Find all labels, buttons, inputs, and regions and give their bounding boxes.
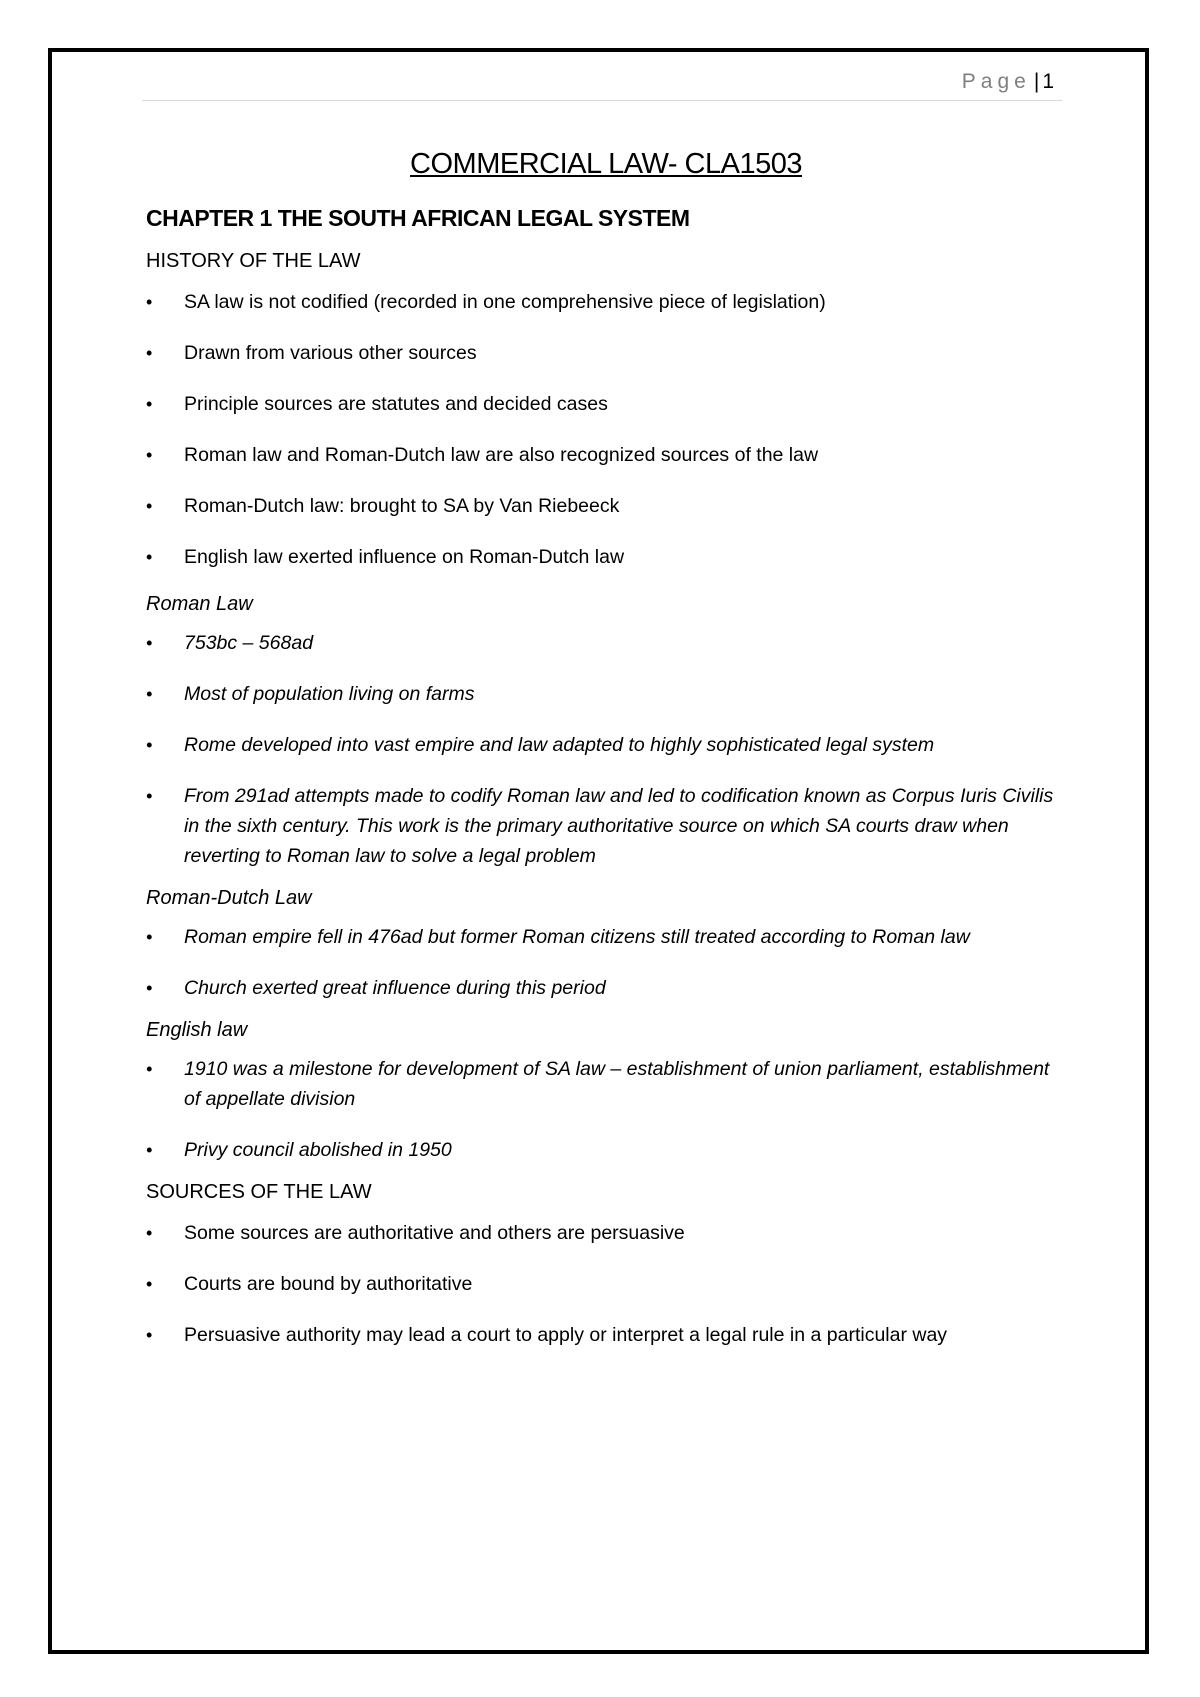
list-item: • Roman-Dutch law: brought to SA by Van Riebeeck — [146, 491, 1066, 521]
list-item: • Roman law and Roman-Dutch law are also recognized sources of the law — [146, 440, 1066, 470]
list-item: • 753bc – 568ad — [146, 628, 1066, 658]
sub-heading-roman-dutch-law: Roman-Dutch Law — [146, 887, 312, 909]
list-item: • Principle sources are statutes and decided cases — [146, 389, 1066, 419]
section-heading-sources: SOURCES OF THE LAW — [146, 1181, 372, 1203]
list-history — [146, 287, 1066, 572]
sub-heading-english-law: English law — [146, 1019, 248, 1041]
page-separator: | — [1033, 70, 1040, 93]
list-item: • SA law is not codified (recorded in one comprehensive piece of legislation) — [146, 287, 1066, 317]
list-item: • Some sources are authoritative and others are persuasive — [146, 1218, 1066, 1248]
list-item: • Drawn from various other sources — [146, 338, 1066, 368]
document-title: COMMERCIAL LAW- CLA1503 — [410, 148, 802, 180]
list-item: • Courts are bound by authoritative — [146, 1269, 1066, 1299]
document-body — [146, 148, 1066, 1371]
list-item: • Most of population living on farms — [146, 679, 1066, 709]
list-roman-dutch-law — [146, 922, 1066, 1003]
list-item: • From 291ad attempts made to codify Roman law and led to codification known as Corpus Iuris Civilis in the sixth century. This work is the primary authoritative source on which SA courts draw when reverting to Roman law to solve a legal problem — [146, 781, 1066, 871]
list-item: • Persuasive authority may lead a court to apply or interpret a legal rule in a particular way — [146, 1320, 1066, 1350]
list-english-law — [146, 1054, 1066, 1165]
list-item: • 1910 was a milestone for development of SA law – establishment of union parliament, establishment of appellate division — [146, 1054, 1066, 1114]
page-word: Page — [961, 70, 1031, 93]
list-roman-law — [146, 628, 1066, 871]
chapter-heading: CHAPTER 1 THE SOUTH AFRICAN LEGAL SYSTEM — [146, 205, 690, 231]
page-number-label — [962, 70, 1054, 94]
list-item: • English law exerted influence on Roman-Dutch law — [146, 542, 1066, 572]
page-header — [142, 70, 1062, 101]
list-item: • Rome developed into vast empire and law adapted to highly sophisticated legal system — [146, 730, 1066, 760]
section-heading-history: HISTORY OF THE LAW — [146, 250, 361, 272]
page-number: 1 — [1042, 70, 1054, 93]
list-sources — [146, 1218, 1066, 1350]
list-item: • Church exerted great influence during this period — [146, 973, 1066, 1003]
list-item: • Roman empire fell in 476ad but former Roman citizens still treated according to Roman law — [146, 922, 1066, 952]
list-item: • Privy council abolished in 1950 — [146, 1135, 1066, 1165]
sub-heading-roman-law: Roman Law — [146, 593, 253, 615]
